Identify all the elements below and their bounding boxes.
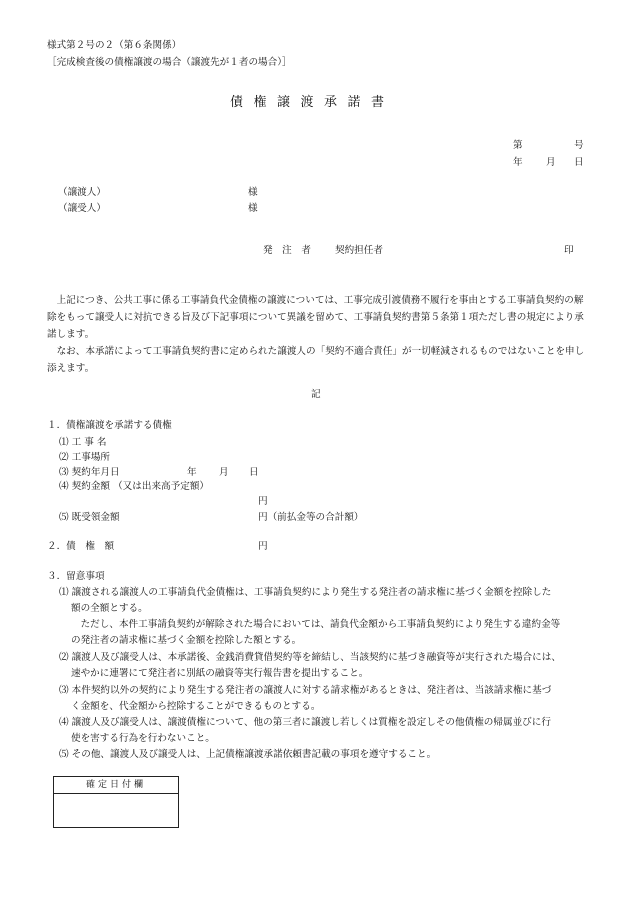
item-contract-amount-yen: 円 bbox=[258, 496, 268, 507]
note-1-line-3: ただし、本件工事請負契約が解除された場合においては、請負代金額から工事請負契約により発生する違約金等 bbox=[71, 619, 561, 630]
assignee-label: （譲受人） bbox=[58, 203, 106, 214]
date-day: 日 bbox=[574, 157, 584, 168]
note-4-line-1: ⑷ 譲渡人及び譲受人は、譲渡債権について、他の第三者に譲渡し若しくは質権を設定しその他債権の帰属並びに行 bbox=[59, 717, 551, 728]
body-paragraph-1: 上記につき、公共工事に係る工事請負代金債権の譲渡については、工事完成引渡債務不履行を事由とする工事請負契約の解除をもって譲受人に対抗できる旨及び下記事項について異議を留めて、工事請負契約書第５条第１項ただし書の規定により承諾します。 bbox=[47, 295, 584, 340]
assignee-honorific: 様 bbox=[248, 203, 258, 214]
note-1-line-2: 額の全額とする。 bbox=[71, 603, 148, 614]
form-number: 様式第２号の２（第６条関係） bbox=[47, 40, 182, 51]
date-year: 年 bbox=[513, 157, 523, 168]
note-2-line-2: 速やかに連署にて発注者に別紙の融資等実行報告書を提出すること。 bbox=[71, 668, 369, 679]
note-3-line-2: く金額を、代金額から控除することができるものとする。 bbox=[71, 701, 321, 712]
note-4-line-2: 使を害する行為を行わないこと。 bbox=[71, 733, 215, 744]
number-dai: 第 bbox=[513, 140, 523, 151]
section-2-heading: ２．債 権 額 bbox=[47, 541, 115, 552]
item-contract-amount: ⑷ 契約金額 （又は出来高予定額） bbox=[59, 481, 210, 492]
case-note: ［完成検査後の債権譲渡の場合（譲渡先が１者の場合）］ bbox=[47, 57, 292, 68]
item-work-name: ⑴ 工 事 名 bbox=[59, 437, 107, 448]
section-2-yen: 円 bbox=[258, 541, 268, 552]
seal-mark: 印 bbox=[564, 245, 574, 256]
note-3-line-1: ⑶ 本件契約以外の契約により発生する発注者の譲渡人に対する請求権があるときは、発注者は、当該請求権に基づ bbox=[59, 685, 552, 696]
orderer-officer: 契約担任者 bbox=[335, 245, 383, 256]
note-1-line-1: ⑴ 譲渡される譲渡人の工事請負代金債権は、工事請負契約により発生する発注者の請求権に基づく金額を控除した bbox=[59, 587, 552, 598]
assignor-label: （譲渡人） bbox=[58, 187, 106, 198]
note-1-line-4: の発注者の請求権に基づく金額を控除した額とする。 bbox=[71, 635, 302, 646]
item-contract-date-year: 年 bbox=[187, 467, 197, 478]
section-3-heading: ３．留意事項 bbox=[47, 571, 105, 582]
body-paragraph-2: なお、本承諾によって工事請負契約書に定められた譲渡人の「契約不適合責任」が一切軽減されるものではないことを申し添えます。 bbox=[47, 346, 585, 374]
orderer-label: 発 注 者 bbox=[263, 245, 311, 256]
item-received-amount: ⑸ 既受領金額 bbox=[59, 512, 120, 523]
item-contract-date-month: 月 bbox=[219, 467, 229, 478]
ki-mark: 記 bbox=[311, 389, 321, 400]
assignor-honorific: 様 bbox=[248, 187, 258, 198]
item-work-place: ⑵ 工事場所 bbox=[59, 452, 111, 463]
note-5: ⑸ その他、譲渡人及び譲受人は、上記債権譲渡承諾依頼書記載の事項を遵守すること。 bbox=[59, 749, 437, 760]
item-received-amount-yen: 円（前払金等の合計額） bbox=[258, 512, 364, 523]
note-2-line-1: ⑵ 譲渡人及び譲受人は、本承諾後、金銭消費貸借契約等を締結し、当該契約に基づき融資等が実行された場合には、 bbox=[59, 652, 561, 663]
fixed-date-box bbox=[53, 776, 179, 828]
number-go: 号 bbox=[574, 140, 584, 151]
item-contract-date: ⑶ 契約年月日 bbox=[59, 467, 120, 478]
section-1-heading: １．債権譲渡を承諾する債権 bbox=[47, 420, 172, 431]
document-title: 債権譲渡承諾書 bbox=[230, 95, 395, 110]
date-month: 月 bbox=[546, 157, 556, 168]
fixed-date-label: 確定日付欄 bbox=[54, 777, 178, 794]
item-contract-date-day: 日 bbox=[249, 467, 259, 478]
